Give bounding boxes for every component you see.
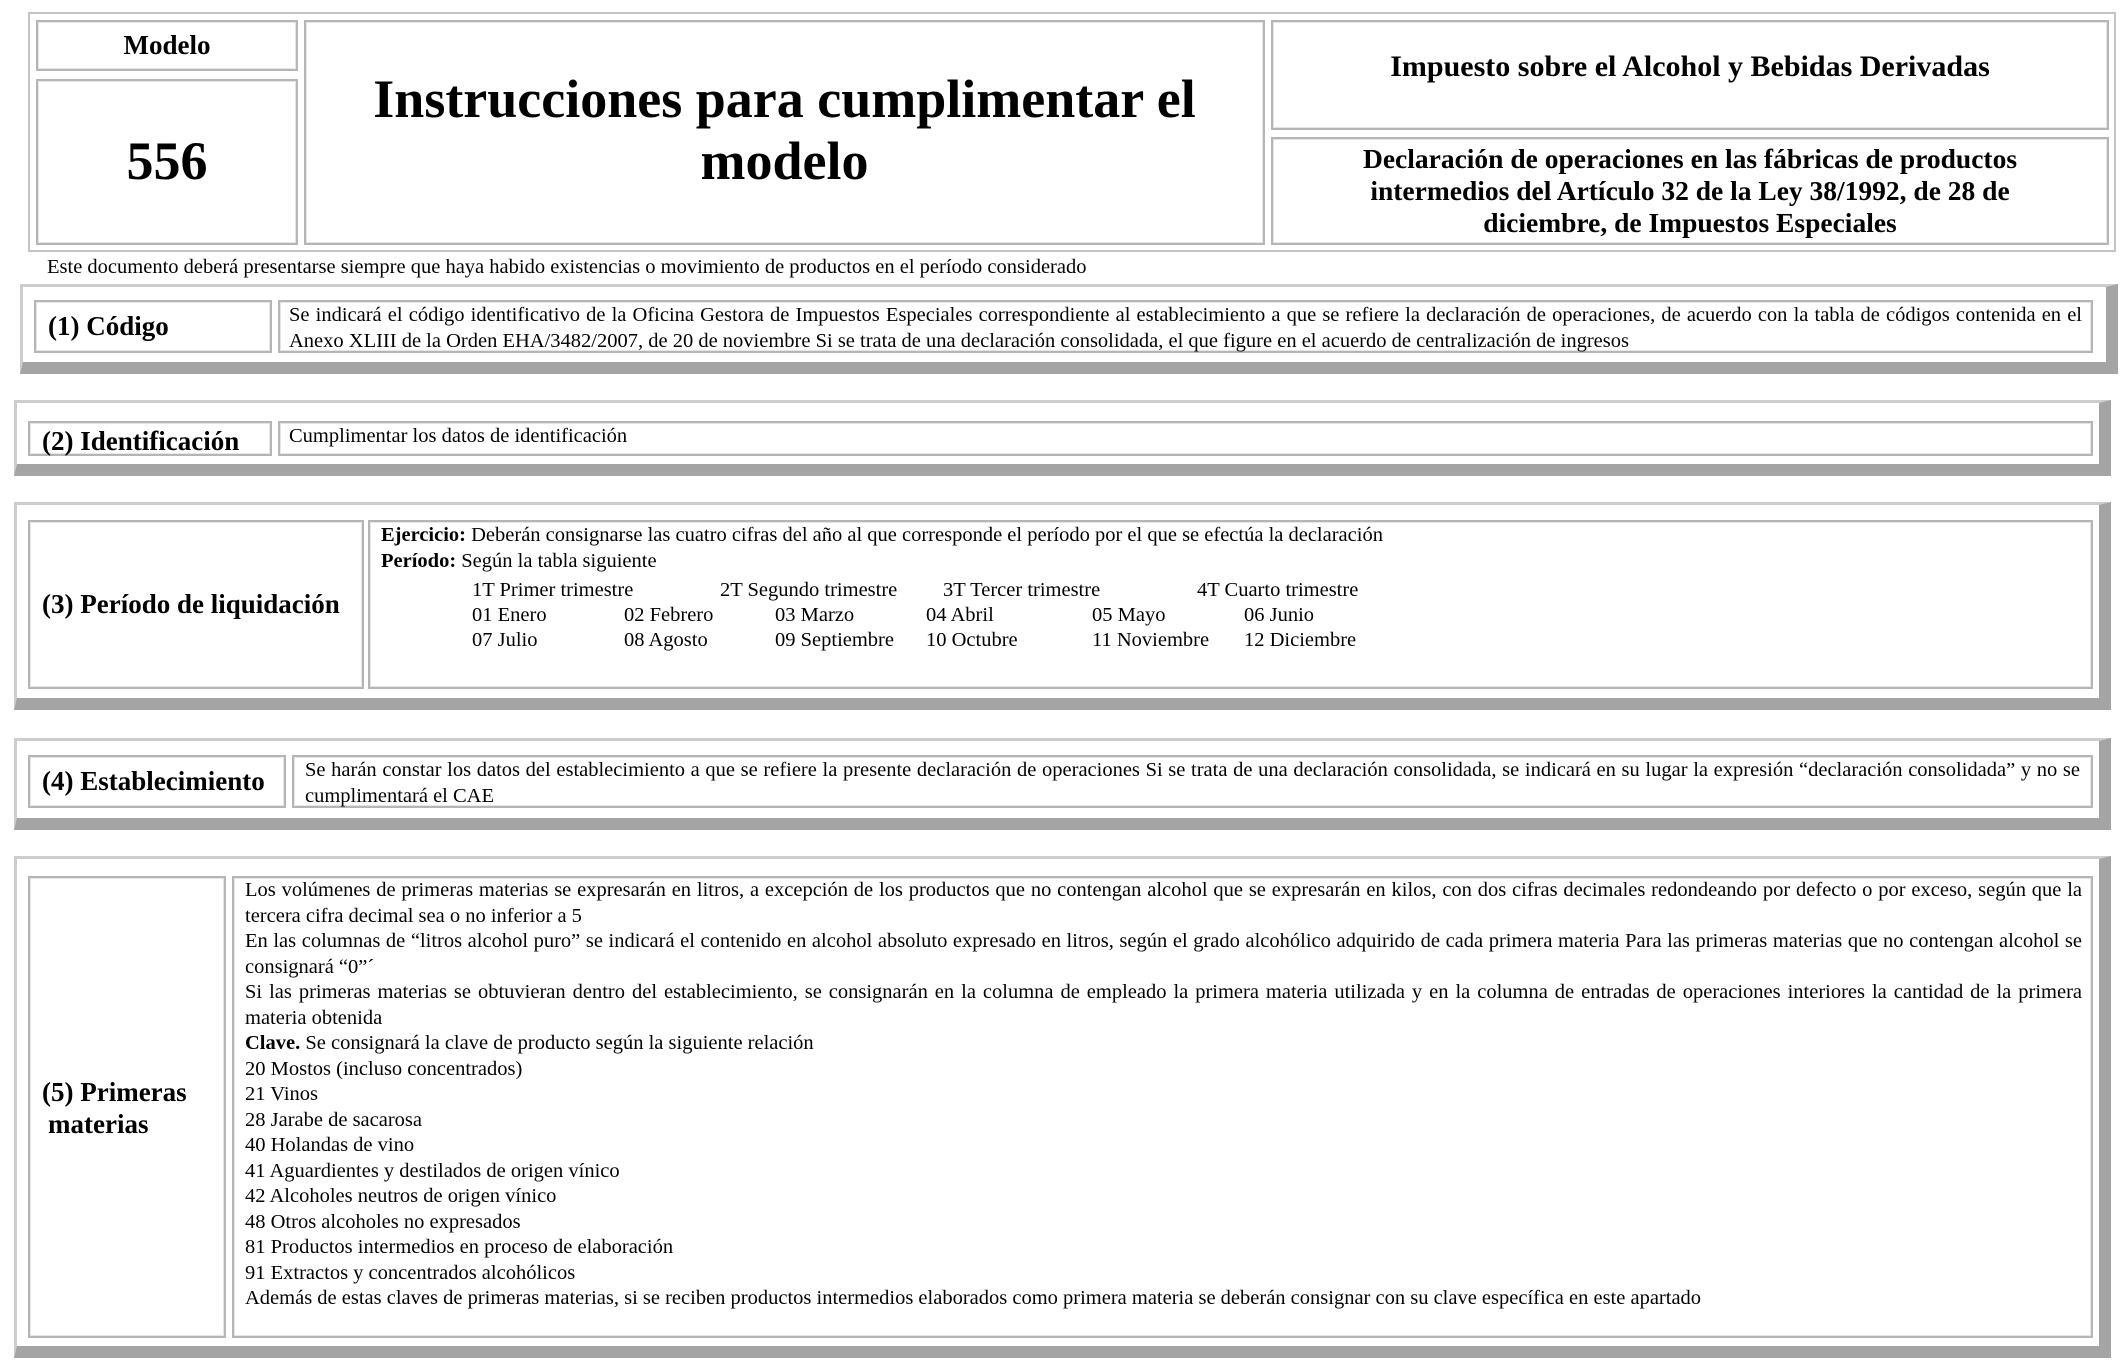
mes-12: 12 Diciembre xyxy=(1244,629,1357,651)
primeras-p2: En las columnas de “litros alcohol puro” se indicará el contenido en alcohol absoluto expresado en litros, según el grado alcohólico adquirido de cada primera materia Para las primeras materias que no contengan alcohol se consignará “0”´ xyxy=(245,930,2082,978)
primeras-p1: Los volúmenes de primeras materias se expresarán en litros, a excepción de los productos que no contengan alcohol que se expresarán en kilos, con dos cifras decimales redondeando por defecto o por exceso, según que la tercera cifra decimal sea o no inferior a 5 xyxy=(245,879,2082,927)
mes-04: 04 Abril xyxy=(926,604,994,626)
mes-09: 09 Septiembre xyxy=(775,629,894,651)
modelo-label: Modelo xyxy=(123,30,211,60)
primeras-text xyxy=(232,876,2093,1338)
trimestre-2: 2T Segundo trimestre xyxy=(720,579,898,601)
periodo-field-label: Período: xyxy=(381,549,457,572)
periodo-line xyxy=(381,549,2080,575)
mes-10: 10 Octubre xyxy=(926,629,1018,651)
clave-item: 48 Otros alcoholes no expresados xyxy=(245,1210,521,1233)
primeras-closing: Además de estas claves de primeras materias, si se reciben productos intermedios elaborados como primera materia se deberán consignar con su clave específica en este apartado xyxy=(245,1287,1702,1309)
ejercicio-line xyxy=(381,523,2080,549)
mes-05: 05 Mayo xyxy=(1092,604,1166,626)
ejercicio-text: Deberán consignarse las cuatro cifras del año al que corresponde el período por el que se efectúa la declaración xyxy=(466,524,1383,546)
clave-item: 91 Extractos y concentrados alcohólicos xyxy=(245,1261,576,1284)
codigo-label: (1) Código xyxy=(34,300,272,353)
clave-text: Se consignará la clave de producto según la siguiente relación xyxy=(300,1032,814,1054)
modelo-label-box xyxy=(36,20,298,71)
periodo-text xyxy=(368,520,2093,689)
identificacion-label: (2) Identificación xyxy=(28,421,272,456)
mes-11: 11 Noviembre xyxy=(1092,629,1210,651)
clave-item: 40 Holandas de vino xyxy=(245,1134,415,1156)
identificacion-text: Cumplimentar los datos de identificación xyxy=(278,421,2093,456)
clave-line xyxy=(245,1031,2082,1057)
modelo-number-box xyxy=(36,79,298,245)
periodo-label: (3) Período de liquidación xyxy=(28,520,364,689)
periodo-field-text: Según la tabla siguiente xyxy=(456,549,657,572)
trimestre-1: 1T Primer trimestre xyxy=(472,579,634,601)
clave-item: 20 Mostos (incluso concentrados) xyxy=(245,1057,523,1080)
tax-name: Impuesto sobre el Alcohol y Bebidas Derivadas xyxy=(1390,50,1990,83)
clave-item: 81 Productos intermedios en proceso de elaboración xyxy=(245,1236,674,1258)
primeras-label-box xyxy=(28,876,226,1338)
trimestre-3: 3T Tercer trimestre xyxy=(943,579,1101,601)
trimestre-4: 4T Cuarto trimestre xyxy=(1197,579,1359,601)
tax-name-box xyxy=(1271,20,2109,130)
declaration-subtitle: Declaración de operaciones en las fábricas de productos intermedios del Artículo 32 de la Ley 38/1992, de 28 de diciembre, de Impuestos Especiales xyxy=(1362,143,2018,238)
clave-item: 28 Jarabe de sacarosa xyxy=(245,1108,423,1131)
mes-02: 02 Febrero xyxy=(624,604,714,626)
title-box xyxy=(304,20,1265,245)
primeras-label-line1: (5) Primeras xyxy=(42,1077,187,1107)
intro-note: Este documento deberá presentarse siempre que haya habido existencias o movimiento de productos en el período considerado xyxy=(47,256,1087,278)
primeras-p3: Si las primeras materias se obtuvieran dentro del establecimiento, se consignarán en la columna de empleado la primera materia utilizada y en la columna de entradas de operaciones interiores la cantidad de la primera materia obtenida xyxy=(245,981,2082,1029)
clave-label: Clave. xyxy=(245,1032,301,1054)
page-title: Instrucciones para cumplimentar el modelo xyxy=(373,69,1196,191)
mes-07: 07 Julio xyxy=(472,629,538,651)
clave-item: 41 Aguardientes y destilados de origen vínico xyxy=(245,1159,620,1182)
ejercicio-label: Ejercicio: xyxy=(381,524,466,546)
modelo-number: 556 xyxy=(126,131,208,191)
establecimiento-label: (4) Establecimiento xyxy=(28,755,286,808)
primeras-label-line2: materias xyxy=(48,1109,149,1139)
mes-03: 03 Marzo xyxy=(775,604,855,626)
codigo-text: Se indicará el código identificativo de la Oficina Gestora de Impuestos Especiales correspondiente al establecimiento a que se refiere la declaración de operaciones, de acuerdo con la tabla de códigos contenida en el Anexo XLIII de la Orden EHA/3482/2007, de 20 de noviembre Si se trata de una declaración consolidada, el que figure en el acuerdo de centralización de ingresos xyxy=(278,300,2093,353)
mes-06: 06 Junio xyxy=(1244,604,1315,626)
clave-item: 21 Vinos xyxy=(245,1083,319,1105)
clave-item: 42 Alcoholes neutros de origen vínico xyxy=(245,1185,557,1207)
subtitle-box xyxy=(1271,137,2109,245)
mes-01: 01 Enero xyxy=(472,604,547,626)
establecimiento-text: Se harán constar los datos del establecimiento a que se refiere la presente declaración de operaciones Si se trata de una declaración consolidada, se indicará en su lugar la expresión “declaración consolidada” y no se cumplimentará el CAE xyxy=(292,755,2093,808)
mes-08: 08 Agosto xyxy=(624,629,708,651)
period-table xyxy=(381,578,2080,662)
